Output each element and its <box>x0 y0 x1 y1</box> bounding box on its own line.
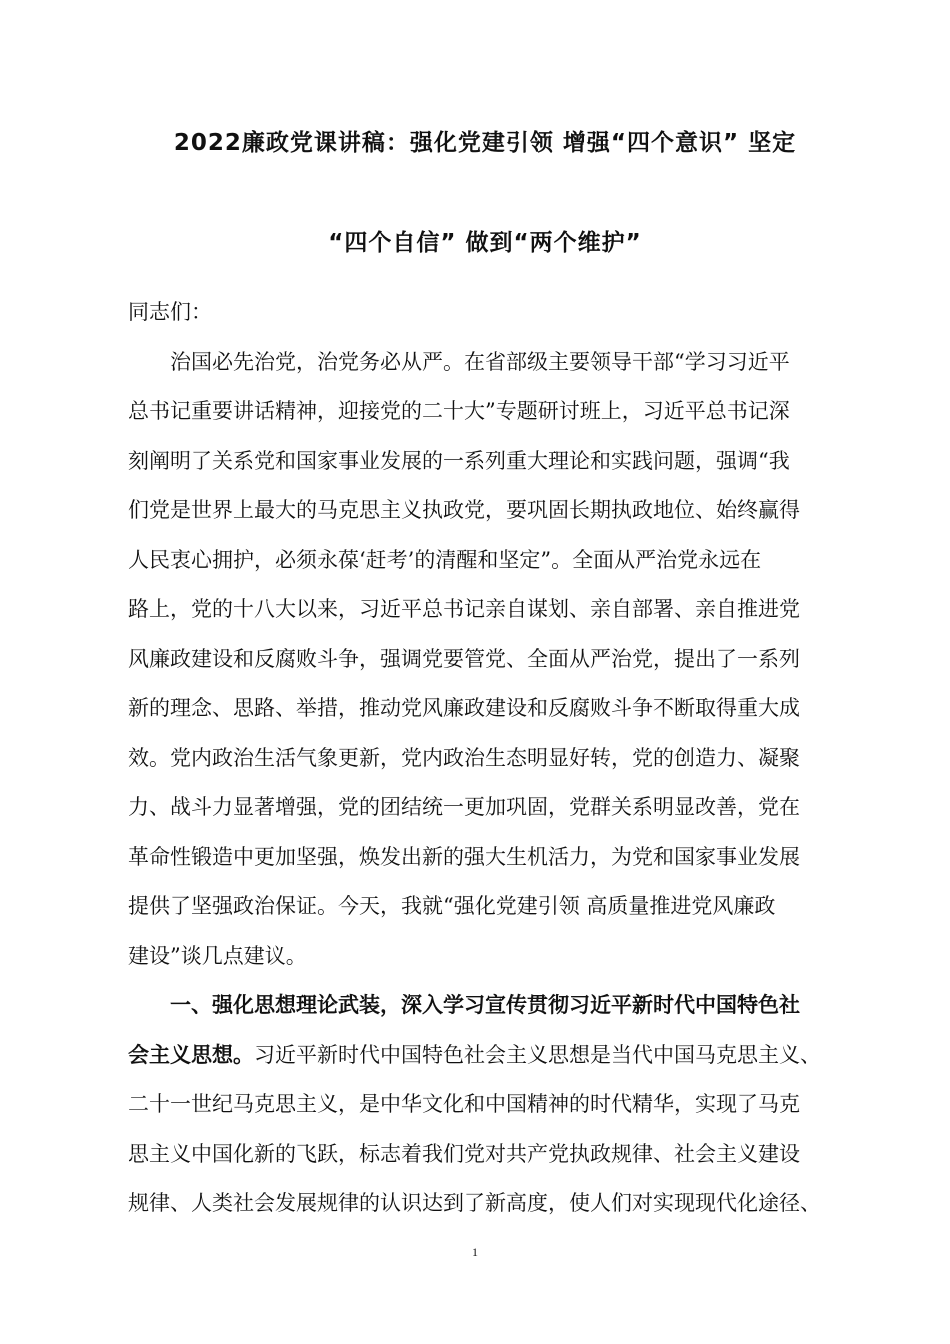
paragraph-line: 建设”谈几点建议。 <box>128 943 307 968</box>
document-body <box>128 288 848 1229</box>
section-1-line: 思主义中国化新的飞跃，标志着我们党对共产党执政规律、社会主义建设 <box>128 1141 800 1166</box>
salutation: 同志们： <box>128 300 212 324</box>
paragraph-line: 革命性锻造中更加坚强，焕发出新的强大生机活力，为党和国家事业发展 <box>128 844 800 869</box>
paragraph-line: 力、战斗力显著增强，党的团结统一更加巩固，党群关系明显改善，党在 <box>128 795 800 819</box>
paragraph-line: 提供了坚强政治保证。今天，我就“强化党建引领 高质量推进党风廉政 <box>128 894 776 918</box>
paragraph-line: 总书记重要讲话精神，迎接党的二十大”专题研讨班上，习近平总书记深 <box>128 399 790 423</box>
paragraph-line: 治国必先治党，治党务必从严。在省部级主要领导干部“学习习近平 <box>170 349 790 374</box>
page-number: 1 <box>472 1245 478 1259</box>
section-1-line: 二十一世纪马克思主义，是中华文化和中国精神的时代精华，实现了马克 <box>128 1092 800 1116</box>
section-1 <box>128 981 848 1229</box>
section-1-line <box>128 1031 848 1081</box>
document-title-line-1: 2022廉政党课讲稿：强化党建引领 增强“四个意识” 坚定 <box>173 130 797 156</box>
section-1-heading-end: 会主义思想。 <box>128 1042 254 1067</box>
section-1-heading: 一、强化思想理论武装，深入学习宣传贯彻习近平新时代中国特色社 <box>170 993 800 1017</box>
section-1-line: 规律、人类社会发展规律的认识达到了新高度，使人们对实现现代化途径、 <box>128 1191 821 1215</box>
paragraph-line: 们党是世界上最大的马克思主义执政党，要巩固长期执政地位、始终赢得 <box>128 498 800 522</box>
paragraph-line: 刻阐明了关系党和国家事业发展的一系列重大理论和实践问题，强调“我 <box>128 448 790 473</box>
paragraph-line: 新的理念、思路、举措，推动党风廉政建设和反腐败斗争不断取得重大成 <box>128 696 800 720</box>
paragraph-line: 风廉政建设和反腐败斗争，强调党要管党、全面从严治党，提出了一系列 <box>128 646 800 671</box>
paragraph-line: 路上，党的十八大以来，习近平总书记亲自谋划、亲自部署、亲自推进党 <box>128 597 800 621</box>
section-1-text: 习近平新时代中国特色社会主义思想是当代中国马克思主义、 <box>254 1042 821 1067</box>
document-title-line-2: “四个自信” 做到“两个维护” <box>328 230 642 256</box>
paragraph-line: 效。党内政治生活气象更新，党内政治生态明显好转，党的创造力、凝聚 <box>128 745 800 770</box>
paragraph-1 <box>128 338 848 982</box>
paragraph-line: 人民衷心拥护，必须永葆‘赶考’的清醒和坚定”。全面从严治党永远在 <box>128 547 762 572</box>
